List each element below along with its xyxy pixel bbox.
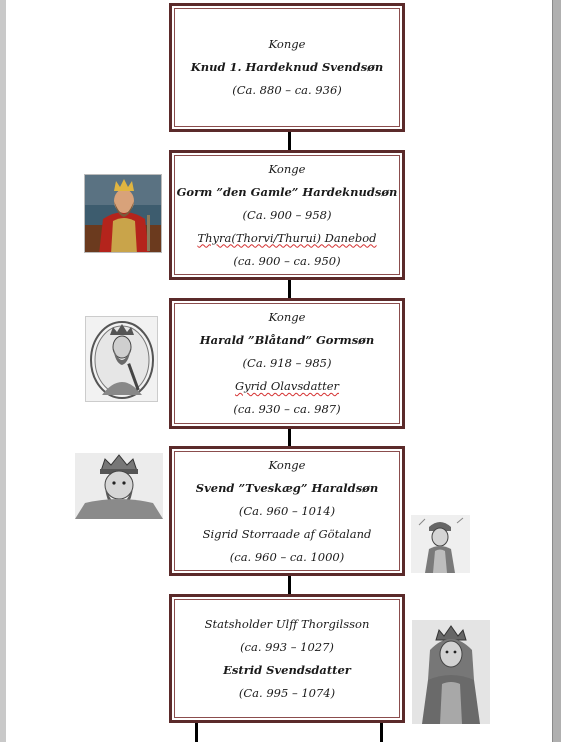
family-box-harald	[169, 298, 405, 429]
portrait-gorm	[84, 174, 162, 253]
role-label: Konge	[268, 310, 306, 324]
king-portrait-icon	[85, 175, 162, 253]
king-engraving-icon	[75, 453, 163, 519]
page-margin-left	[0, 0, 6, 742]
family-box-svend	[169, 446, 405, 576]
spouse-dates: (ca. 900 – ca. 950)	[233, 253, 341, 268]
person-name: Knud 1. Hardeknud Svendsøn	[190, 60, 384, 74]
connector-5b	[380, 722, 383, 742]
role-label: Konge	[268, 457, 306, 472]
person-dates: (Ca. 918 – 985)	[242, 356, 332, 370]
queen-engraving-icon	[412, 620, 490, 724]
portrait-sigrid	[411, 515, 470, 573]
page-margin-right	[553, 0, 561, 742]
portrait-estrid	[412, 620, 490, 724]
connector-5a	[195, 722, 198, 742]
person-dates: (Ca. 880 – ca. 936)	[232, 83, 342, 97]
person-name: Gorm ”den Gamle” Hardeknudsøn	[176, 184, 398, 199]
family-box-estrid	[169, 594, 405, 723]
spouse-dates: (ca. 960 – ca. 1000)	[229, 549, 345, 564]
spouse-name: Thyra(Thorvi/Thurui) Danebod	[197, 230, 377, 245]
person-name: Estrid Svendsdatter	[223, 662, 351, 677]
connector-1	[288, 131, 291, 151]
spouse-dates: (ca. 993 – 1027)	[240, 639, 334, 654]
spouse-name: Gyrid Olavsdatter	[235, 379, 339, 393]
connector-2	[288, 279, 291, 299]
portrait-harald	[85, 316, 158, 402]
person-dates: (Ca. 900 – 958)	[242, 207, 332, 222]
queen-engraving-icon	[411, 515, 470, 573]
person-dates: (Ca. 995 – 1074)	[238, 685, 336, 700]
person-dates: (Ca. 960 – 1014)	[238, 503, 336, 518]
person-name: Svend ”Tveskæg” Haraldsøn	[195, 480, 379, 495]
role-label: Konge	[268, 37, 306, 51]
portrait-svend	[75, 453, 163, 519]
connector-3	[288, 428, 291, 447]
connector-4	[288, 575, 291, 595]
spouse-name: Sigrid Storraade af Götaland	[202, 526, 372, 541]
family-box-knud	[169, 3, 405, 132]
king-engraving-icon	[86, 317, 158, 402]
spouse-dates: (ca. 930 – ca. 987)	[233, 402, 341, 416]
spouse-name: Statsholder Ulff Thorgilsson	[204, 616, 370, 631]
person-name: Harald ”Blåtand” Gormsøn	[199, 333, 375, 347]
family-box-gorm	[169, 150, 405, 280]
role-label: Konge	[268, 161, 306, 176]
